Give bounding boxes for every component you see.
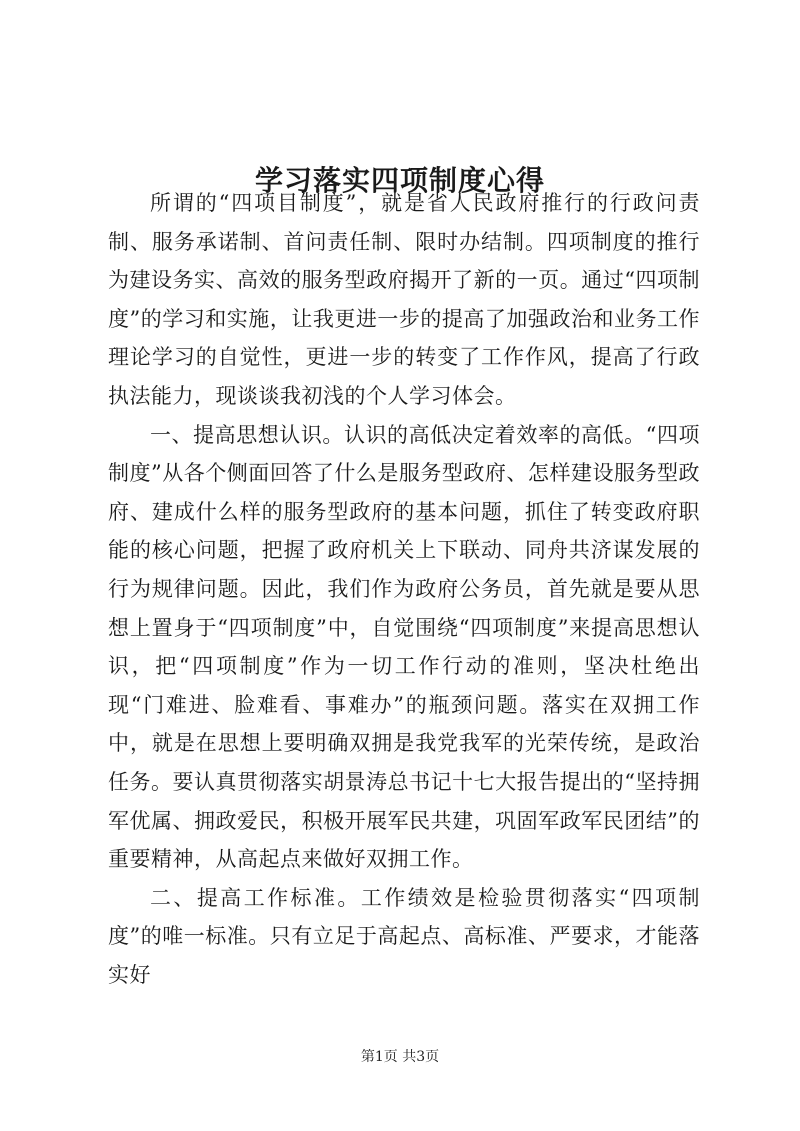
document-title: 学习落实四项制度心得 xyxy=(254,163,545,197)
paragraph-intro: 所谓的“四项目制度”，就是省人民政府推行的行政问责制、服务承诺制、首问责任制、限时办结制。四项制度的推行为建设务实、高效的服务型政府揭开了新的一页。通过“四项制度”的学习和实施，让我更进一步的提高了加强政治和业务工作理论学习的自觉性，更进一步的转变了工作作风，提高了行政执法能力，现谈谈我初浅的个人学习体会。 xyxy=(108,191,700,408)
paragraph-section-1: 一、提高思想认识。认识的高低决定着效率的高低。“四项制度”从各个侧面回答了什么是服务型政府、怎样建设服务型政府、建成什么样的服务型政府的基本问题，抓住了转变政府职能的核心问题，把握了政府机关上下联动、同舟共济谋发展的行为规律问题。因此，我们作为政府公务员，首先就是要从思想上置身于“四项制度”中，自觉围绕“四项制度”来提高思想认识，把“四项制度”作为一切工作行动的准则，坚决杜绝出现“门难进、脸难看、事难办”的瓶颈问题。落实在双拥工作中，就是在思想上要明确双拥是我党我军的光荣传统，是政治任务。要认真贯彻落实胡景涛总书记十七大报告提出的“坚持拥军优属、拥政爱民，积极开展军民共建，巩固军政军民团结”的重要精神，从高起点来做好双拥工作。 xyxy=(108,422,700,872)
document-body xyxy=(108,184,700,994)
paragraph-section-2: 二、提高工作标准。工作绩效是检验贯彻落实“四项制度”的唯一标准。只有立足于高起点、高标准、严要求，才能落实好 xyxy=(108,885,700,987)
page-footer: 第1页 共3页 xyxy=(360,1049,440,1065)
